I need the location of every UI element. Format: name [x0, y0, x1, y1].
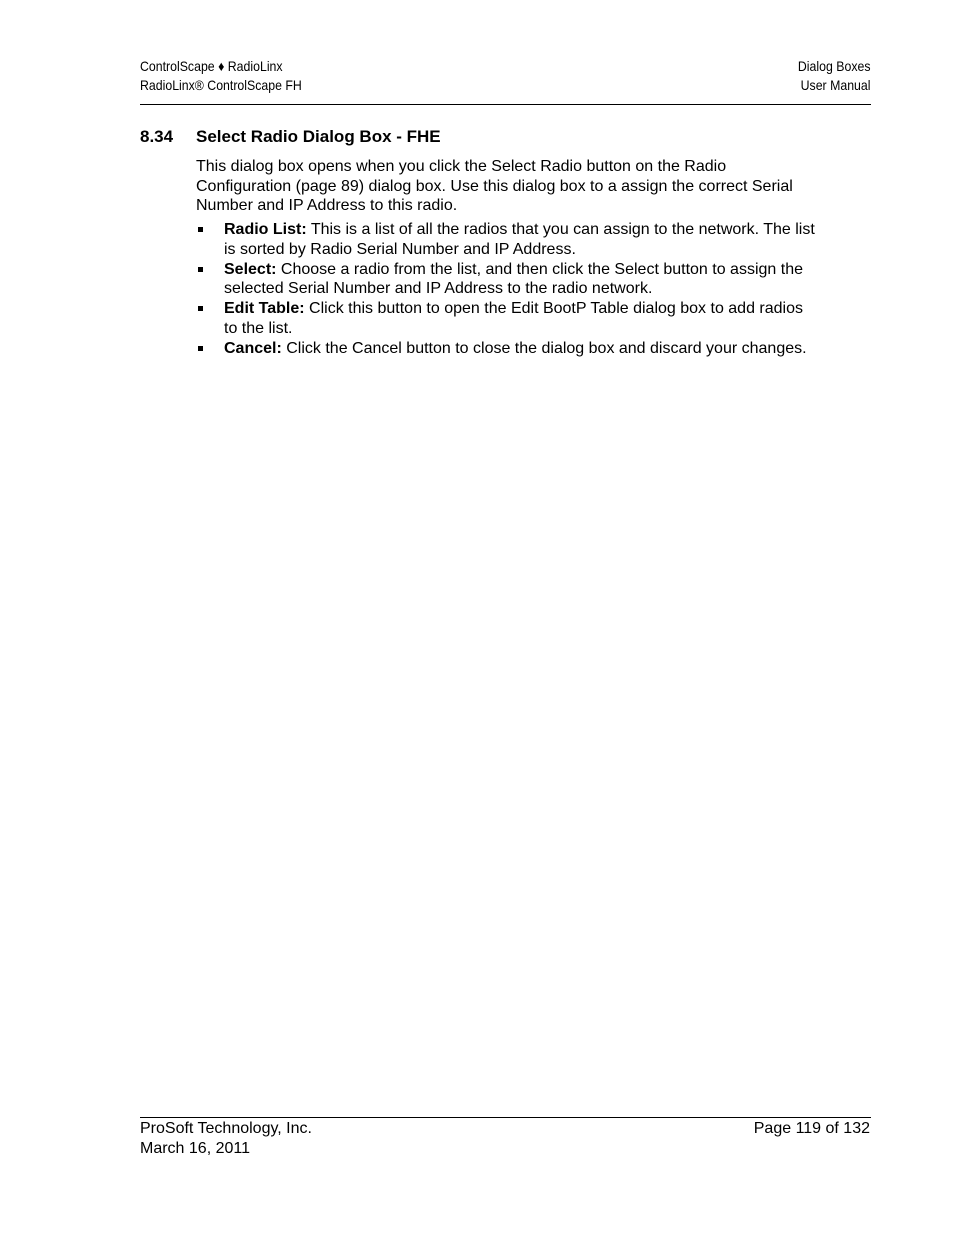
bullet-square-icon [198, 267, 203, 272]
bullet-square-icon [198, 346, 203, 351]
footer-date: March 16, 2011 [140, 1139, 250, 1157]
bullet-text: This is a list of all the radios that you can assign to the network. The list is sorted by Radio Serial Number and IP Address. [224, 221, 815, 258]
footer-divider [140, 1117, 871, 1118]
bullet-square-icon [198, 306, 203, 311]
page-number: Page 119 of 132 [753, 1120, 870, 1137]
header-product-line: ControlScape ♦ RadioLinx [140, 58, 283, 74]
header-document-type: User Manual [800, 77, 870, 93]
list-item [196, 220, 816, 259]
list-item [196, 339, 816, 359]
section-heading [140, 126, 441, 148]
bullet-square-icon [198, 227, 203, 232]
bullet-term: Cancel: [224, 339, 282, 357]
intro-paragraph: This dialog box opens when you click the Select Radio button on the Radio Configuration (page 89) dialog box. Use this dialog box to a assign the correct Serial Number and IP Address to this radio. [196, 158, 793, 215]
bullet-text: Click the Cancel button to close the dialog box and discard your changes. [281, 339, 807, 357]
section-title: Select Radio Dialog Box - FHE [196, 127, 441, 146]
bullet-term: Edit Table: [224, 300, 305, 318]
bullet-term: Radio List: [224, 221, 307, 238]
running-header-left [140, 57, 302, 95]
list-item [196, 299, 816, 338]
footer-left [140, 1119, 312, 1158]
footer-right [754, 1119, 870, 1139]
footer-company: ProSoft Technology, Inc. [140, 1120, 312, 1137]
header-product-subline: RadioLinx® ControlScape FH [140, 77, 302, 93]
header-divider [140, 104, 871, 105]
bullet-term: Select: [224, 260, 277, 278]
running-header-right [797, 57, 870, 95]
bullet-text: Click this button to open the Edit BootP Table dialog box to add radios to the list. [224, 300, 803, 337]
header-chapter: Dialog Boxes [797, 58, 870, 74]
section-number: 8.34 [140, 127, 174, 146]
list-item [196, 260, 816, 299]
bullet-list [196, 220, 816, 359]
bullet-text: Choose a radio from the list, and then click the Select button to assign the selected Serial Number and IP Address to the radio network. [224, 260, 803, 298]
